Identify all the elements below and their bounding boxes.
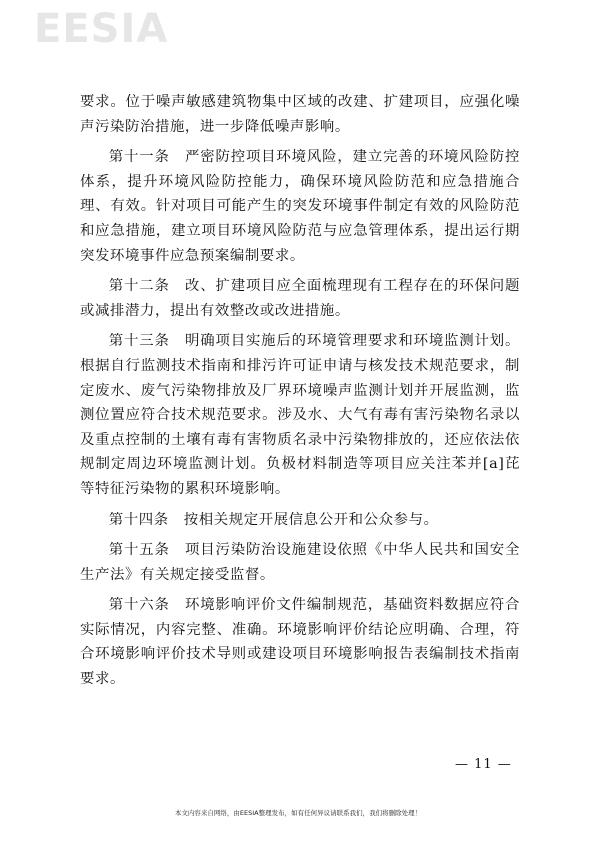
eesia-watermark-logo: EESIA: [34, 6, 169, 52]
article-14: 第十四条 按相关规定开展信息公开和公众参与。: [108, 511, 439, 528]
article-12: 第十二条 改、扩建项目应全面梳理现有工程存在的环保问题或减排潜力，提出有效整改或改进措施。: [80, 278, 520, 319]
footer-disclaimer: 本文内容来自网络，由EESIA整理发布，如有任何异议请联系我们，我们将删除处理！: [174, 809, 422, 817]
document-body: [80, 90, 520, 698]
article-11: 第十一条 严密防控项目环境风险，建立完善的环境风险防控体系，提升环境风险防控能力，确保环境风险防范和应急措施合理、有效。针对项目可能产生的突发环境事件制定有效的风险防范和应急措施，建立项目环境风险防范与应急管理体系，提出运行期突发环境事件应急预案编制要求。: [80, 149, 520, 264]
article-16: 第十六条 环境影响评价文件编制规范，基础资料数据应符合实际情况，内容完整、准确。环境影响评价结论应明确、合理，符合环境影响评价技术导则或建设项目环境影响报告表编制技术指南要求。: [80, 597, 520, 688]
article-13: 第十三条 明确项目实施后的环境管理要求和环境监测计划。根据自行监测技术指南和排污许可证申请与核发技术规范要求，制定废水、废气污染物排放及厂界环境噪声监测计划并开展监测，监测位置应符合技术规范要求。涉及水、大气有毒有害污染物名录以及重点控制的土壤有毒有害物质名录中污染物排放的，还应依法依规制定周边环境监测计划。负极材料制造等项目应关注苯并[a]芘等特征污染物的累积环境影响。: [80, 333, 520, 497]
page-number: — 11 —: [455, 757, 512, 772]
paragraph-continuation: 要求。位于噪声敏感建筑物集中区域的改建、扩建项目，应强化噪声污染防治措施，进一步降低噪声影响。: [80, 94, 520, 135]
article-15: 第十五条 项目污染防治设施建设依照《中华人民共和国安全生产法》有关规定接受监督。: [80, 542, 520, 583]
